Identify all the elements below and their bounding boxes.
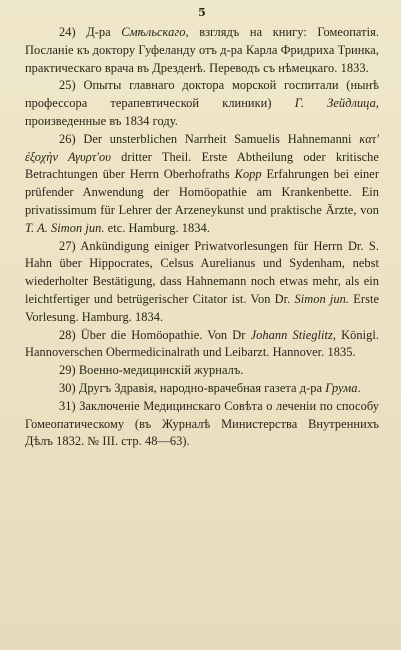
entry-text: , произведенные въ 1834 году. — [25, 96, 379, 128]
bibliography-entry — [25, 327, 379, 363]
bibliography-entry — [25, 362, 379, 380]
entry-number: 27) — [59, 238, 76, 253]
entry-number: 30) — [59, 380, 76, 395]
bibliography-entry — [25, 24, 379, 77]
entry-text: Der unsterblichen Narrheit Samuelis Hahnemanni — [75, 131, 360, 146]
entry-author: Simon jun. — [294, 291, 350, 306]
bibliography-entry — [25, 398, 379, 451]
entry-author: T. A. Simon jun. — [25, 220, 105, 235]
entry-number: 24) — [59, 25, 76, 39]
entry-text: Д-ра — [75, 25, 122, 39]
entry-text: Другъ Здравія, народно-врачебная газета д-ра — [75, 380, 326, 395]
entry-text: , взглядъ на книгу: Гомеопатія. Посланіе къ доктору Гуфеланду отъ д-ра Карла Фридриха Тринка, практическаго врача въ Дрезденѣ. Переводъ съ нѣмецкаго. 1833. — [25, 25, 379, 75]
bibliography-entry — [25, 380, 379, 398]
entry-text: , Königl. Hannoverschen Obermedicinalrath und Leibarzt. Hannover. 1835. — [25, 327, 379, 360]
entry-text: etc. Hamburg. 1834. — [104, 220, 210, 235]
entry-text: Erste Vorlesung. Hamburg. 1834. — [25, 291, 379, 324]
entry-text: dritter Theil. Erste Abtheilung oder kritische Betrachtungen über Herrn Oberhofraths — [25, 149, 379, 182]
entry-author: Г. Зейдлица — [294, 96, 376, 111]
entry-text: . — [357, 380, 361, 395]
entry-text: Erfahrungen bei einer prüfender Anwendung der Homöopathie am Krankenbette. Ein privatissimum für Lehrer der Arzeneykunst und praktische Ärzte, von — [25, 167, 379, 217]
entry-text: Опыты главнаго доктора морской госпитали (нынѣ профессора терапевтической клиники) — [25, 78, 379, 111]
entry-author: Johann Stieglitz — [250, 327, 333, 342]
entry-number: 29) — [59, 363, 76, 378]
entry-number: 28) — [59, 327, 76, 342]
bibliography-entry — [25, 77, 379, 130]
entry-text: Военно-медицинскій журналъ. — [75, 363, 244, 378]
page-number: 5 — [198, 6, 206, 19]
entry-author: Смѣльскаго — [121, 25, 186, 39]
entry-author: Грума — [325, 380, 358, 395]
entry-text: Заключеніе Медицинскаго Совѣта о леченіи по способу Гомеопатическому (въ Журналѣ Министерства Внутреннихъ Дѣлъ 1832. № III. стр. 48—63). — [25, 398, 379, 449]
bibliography-entry — [25, 238, 379, 327]
bibliography-entry — [25, 131, 379, 238]
entry-number: 25) — [59, 78, 76, 93]
entry-text: Über die Homöopathie. Von Dr — [75, 327, 251, 342]
entry-author: Kopp — [234, 167, 262, 182]
entry-number: 26) — [59, 131, 76, 146]
entry-greek-phrase: κατ' ἐξοχὴν Αγυρτ'ου — [25, 131, 379, 164]
entry-number: 31) — [59, 398, 76, 413]
entry-text: Ankündigung einiger Priwatvorlesungen für Herrn Dr. S. Hahn über Hippocrates, Celsus Aurelianus und Sydenham, nebst wiederholter Bestätigung, dass Hahnemann noch etwas mehr, als ein leichtfertiger und betrügerischer Citator ist. Von Dr. — [25, 238, 379, 306]
